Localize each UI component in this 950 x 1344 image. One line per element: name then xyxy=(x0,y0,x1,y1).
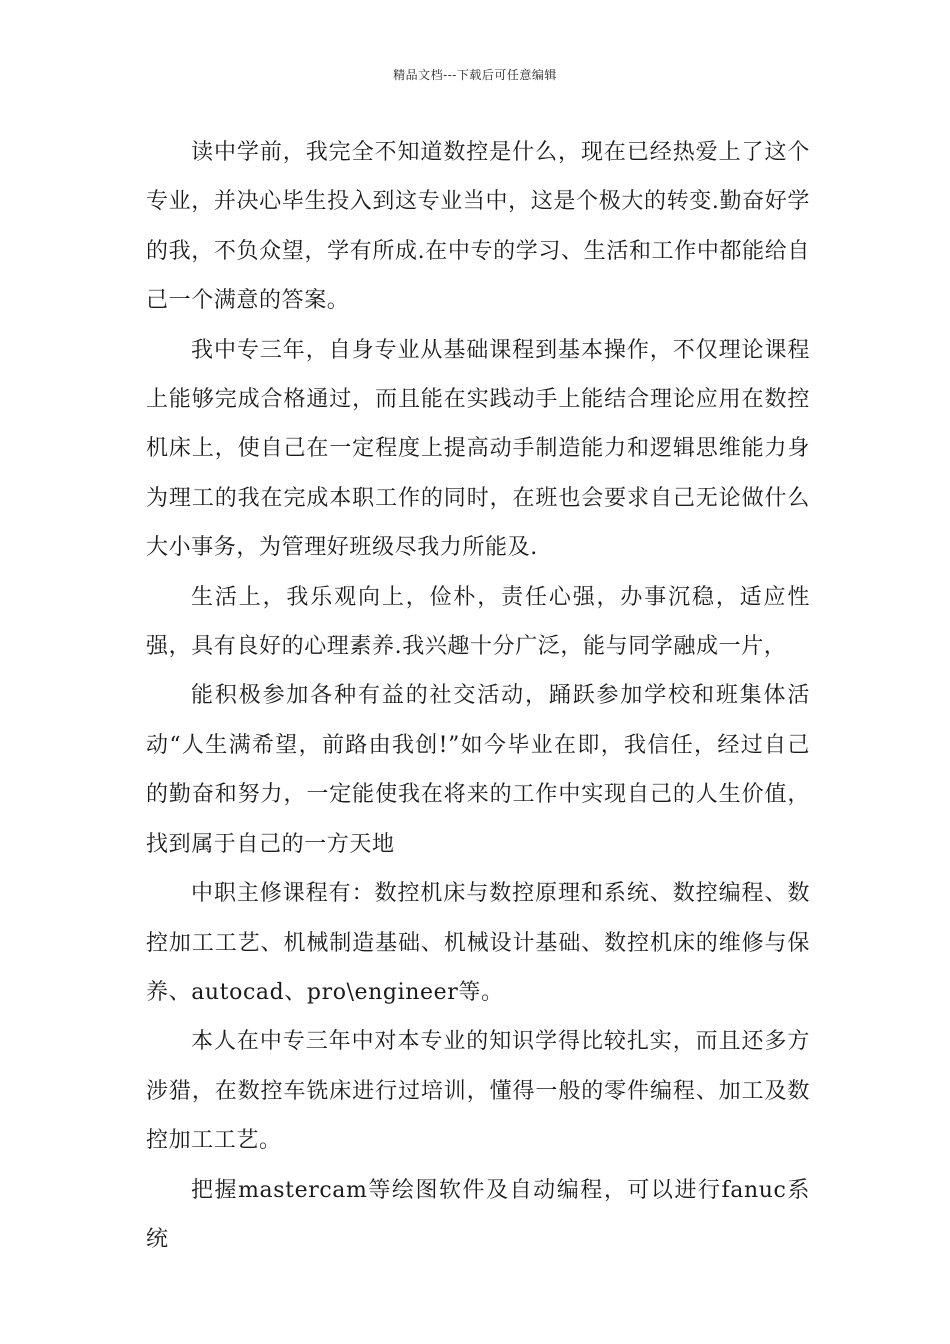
document-body xyxy=(146,128,810,1264)
paragraph-7: 把握mastercam等绘图软件及自动编程，可以进行fanuc系统 xyxy=(146,1177,810,1252)
page-header: 精品文档---下载后可任意编辑 xyxy=(393,68,557,82)
paragraph-3: 生活上，我乐观向上，俭朴，责任心强，办事沉稳，适应性强，具有良好的心理素养.我兴趣十分广泛，能与同学融成一片， xyxy=(146,584,810,660)
paragraph-2: 我中专三年，自身专业从基础课程到基本操作，不仅理论课程上能够完成合格通过，而且能在实践动手上能结合理论应用在数控机床上，使自己在一定程度上提高动手制造能力和逻辑思维能力身为理工的我在完成本职工作的同时，在班也会要求自己无论做什么大小事务，为管理好班级尽我力所能及. xyxy=(146,337,810,561)
paragraph-6: 本人在中专三年中对本专业的知识学得比较扎实，而且还多方涉猎，在数控车铣床进行过培训，懂得一般的零件编程、加工及数控加工工艺。 xyxy=(146,1029,810,1154)
paragraph-5: 中职主修课程有：数控机床与数控原理和系统、数控编程、数控加工工艺、机械制造基础、机械设计基础、数控机床的维修与保养、autocad、pro\engineer等。 xyxy=(146,881,810,1005)
paragraph-4: 能积极参加各种有益的社交活动，踊跃参加学校和班集体活动“人生满希望，前路由我创!”如今毕业在即，我信任，经过自己的勤奋和努力，一定能使我在将来的工作中实现自己的人生价值，找到属于自己的一方天地 xyxy=(146,683,810,857)
paragraph-1: 读中学前，我完全不知道数控是什么，现在已经热爱上了这个专业，并决心毕生投入到这专业当中，这是个极大的转变.勤奋好学的我，不负众望，学有所成.在中专的学习、生活和工作中都能给自己一个满意的答案。 xyxy=(146,140,810,314)
